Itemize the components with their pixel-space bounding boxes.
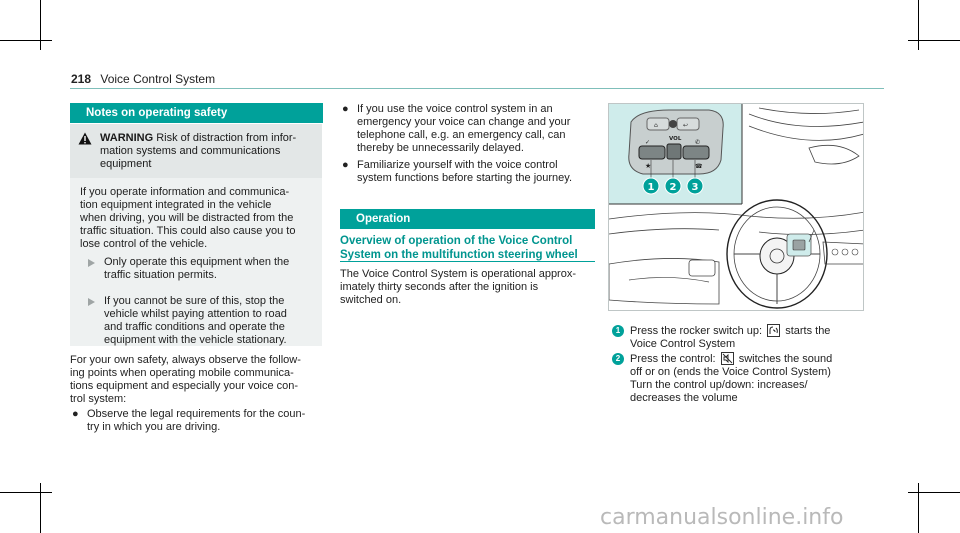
warning-line: Risk of distraction from infor- <box>156 132 297 144</box>
text-line: Familiarize yourself with the voice control <box>357 159 558 171</box>
crop-mark <box>0 492 52 493</box>
section-title-operation: Operation <box>340 209 595 229</box>
warning-action-2 <box>104 295 287 347</box>
text-line: traffic situation. This could also cause you to <box>80 225 296 237</box>
list-item <box>342 103 597 159</box>
text-line: ing points when operating mobile communica- <box>70 367 294 379</box>
steering-wheel-illustration <box>608 103 864 311</box>
callout-1: 1 <box>647 182 655 193</box>
bullet-dot: ● <box>342 103 349 115</box>
warning-body <box>80 186 295 251</box>
description-2 <box>630 352 870 405</box>
svg-text:✆: ✆ <box>695 139 701 146</box>
warning-line: mation systems and communications <box>100 145 281 157</box>
action-arrow-icon <box>88 298 95 306</box>
text-line: off or on (ends the Voice Control System) <box>630 366 831 378</box>
subheading-divider <box>340 261 595 262</box>
text-line: imately thirty seconds after the ignition is <box>340 281 539 293</box>
list-item <box>72 408 322 436</box>
page-title: Voice Control System <box>100 72 216 86</box>
warning-triangle-icon <box>78 132 92 145</box>
callout-3: 3 <box>691 182 699 193</box>
text-line: starts the <box>785 325 831 337</box>
warning-box <box>70 124 322 346</box>
bullet-text <box>357 159 572 185</box>
crop-mark <box>918 0 919 50</box>
text-line: equipment with the vehicle stationary. <box>104 334 287 346</box>
safety-paragraph <box>70 354 301 406</box>
text-line: traffic situation permits. <box>104 269 217 281</box>
warning-label: WARNING <box>100 132 154 144</box>
crop-mark <box>0 40 52 41</box>
text-line: switched on. <box>340 294 402 306</box>
cockpit-drawing <box>609 104 864 311</box>
text-line: Voice Control System <box>630 338 736 350</box>
text-line: Observe the legal requirements for the coun- <box>87 408 306 420</box>
warning-title <box>100 132 314 171</box>
bullet-dot: ● <box>72 408 79 420</box>
mute-icon <box>721 352 734 365</box>
bullet-text <box>87 408 305 434</box>
text-line: switches the sound <box>738 353 833 365</box>
text-line: system functions before starting the journey. <box>357 172 573 184</box>
crop-mark <box>908 40 960 41</box>
operation-paragraph <box>340 268 576 307</box>
text-line: Overview of operation of the Voice Control <box>340 235 573 247</box>
text-line: decreases the volume <box>630 392 738 404</box>
svg-text:⌂: ⌂ <box>654 122 658 129</box>
warning-header <box>70 124 322 178</box>
crop-mark <box>40 483 41 533</box>
warning-action-1 <box>104 256 289 282</box>
bullet-dot: ● <box>342 159 349 171</box>
text-line: vehicle whilst paying attention to road <box>104 308 287 320</box>
text-line: when driving, you will be distracted from the <box>80 212 294 224</box>
subheading <box>340 234 595 262</box>
text-line: thereby be unnecessarily delayed. <box>357 142 524 154</box>
text-line: The Voice Control System is operational approx- <box>340 268 577 280</box>
watermark: carmanualsonline.info <box>600 505 844 530</box>
text-line: lose control of the vehicle. <box>80 238 208 250</box>
text-line: System on the multifunction steering wheel <box>340 249 578 261</box>
crop-mark <box>908 492 960 493</box>
text-line: If you operate information and communica- <box>80 186 290 198</box>
callout-badge-1: 1 <box>612 325 624 337</box>
text-line: Turn the control up/down: increases/ <box>630 379 808 391</box>
warning-line: equipment <box>100 158 152 170</box>
list-item <box>342 159 597 187</box>
description-1 <box>630 324 870 351</box>
text-line: Press the control: <box>630 353 716 365</box>
text-line: Only operate this equipment when the <box>104 256 290 268</box>
text-line: If you cannot be sure of this, stop the <box>104 295 285 307</box>
svg-text:↩: ↩ <box>683 122 689 129</box>
text-line: emergency your voice can change and your <box>357 116 571 128</box>
text-line: telephone call, e.g. an emergency call, can <box>357 129 566 141</box>
callout-badge-2: 2 <box>612 353 624 365</box>
text-line: and traffic conditions and operate the <box>104 321 285 333</box>
bullet-text <box>357 103 570 155</box>
text-line: tion equipment integrated in the vehicle <box>80 199 272 211</box>
text-line: tions equipment and especially your voice con- <box>70 380 299 392</box>
action-arrow-icon <box>88 259 95 267</box>
text-line: trol system: <box>70 393 127 405</box>
text-line: If you use the voice control system in an <box>357 103 553 115</box>
text-line: try in which you are driving. <box>87 421 221 433</box>
page-header <box>71 72 215 86</box>
svg-text:✓: ✓ <box>645 139 651 146</box>
svg-text:★: ★ <box>645 162 652 170</box>
section-title-safety: Notes on operating safety <box>70 103 323 123</box>
text-line: Press the rocker switch up: <box>630 325 763 337</box>
vol-label: VOL <box>669 136 682 142</box>
crop-mark <box>918 483 919 533</box>
callout-2: 2 <box>669 182 677 193</box>
crop-mark <box>40 0 41 50</box>
header-divider <box>70 88 884 89</box>
svg-text:☎: ☎ <box>695 163 703 170</box>
voice-control-icon <box>767 324 780 337</box>
text-line: For your own safety, always observe the follow- <box>70 354 301 366</box>
page-number: 218 <box>71 72 92 86</box>
